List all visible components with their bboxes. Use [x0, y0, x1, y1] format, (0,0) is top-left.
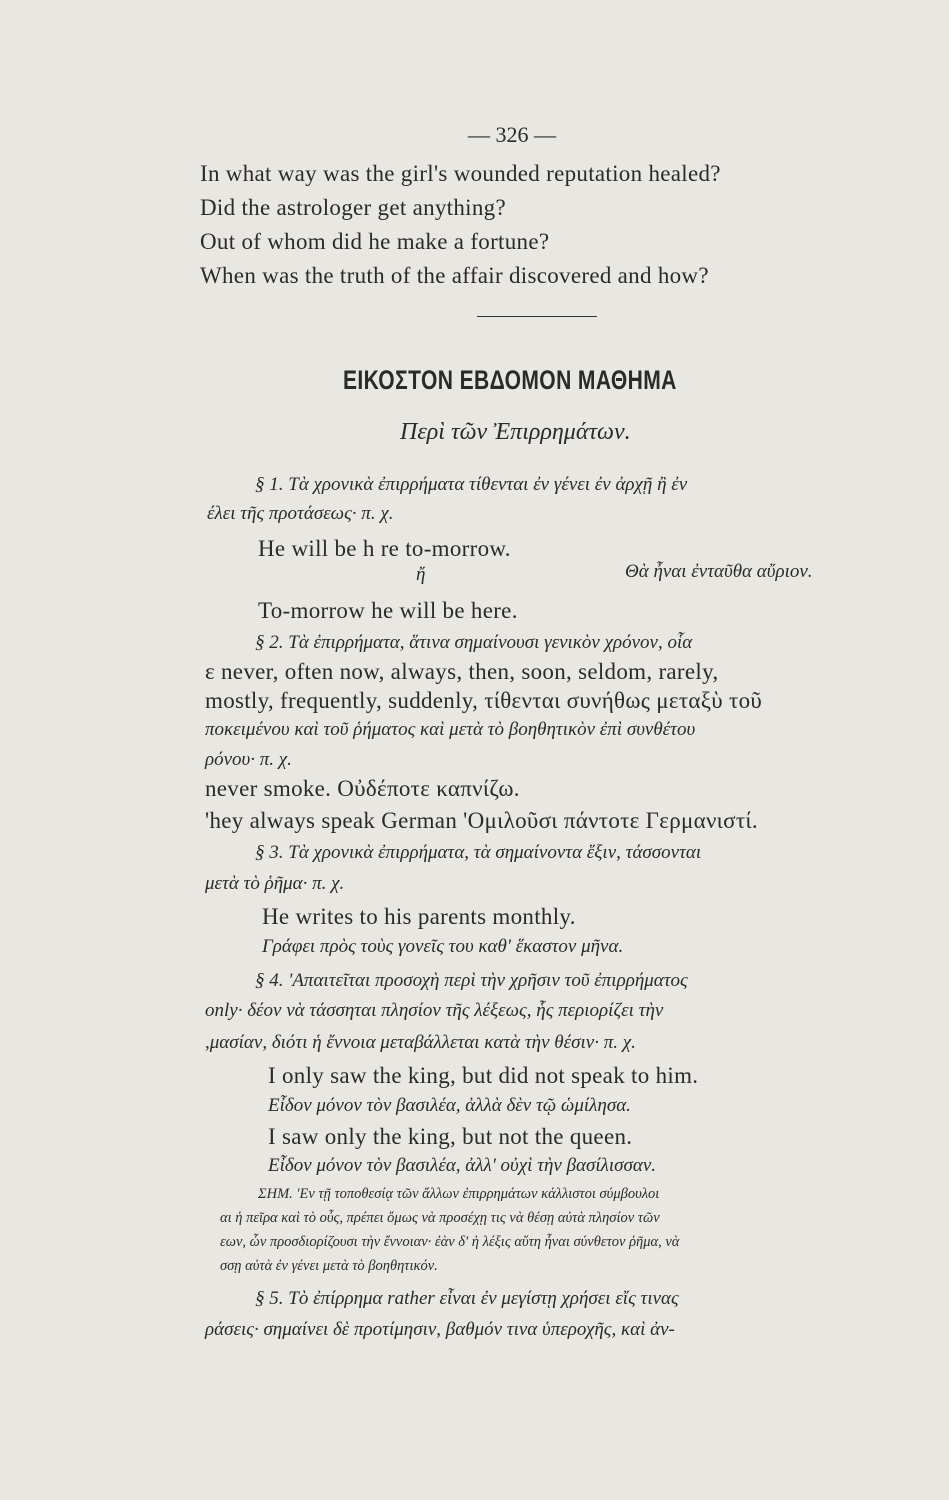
section-divider [477, 316, 597, 317]
text-line: έλει τῆς προτάσεως· π. χ. [207, 503, 394, 524]
text-line: only· δέον νὰ τάσσηται πλησίον τῆς λέξεως, ἧς περιορίζει τὴν [205, 1000, 664, 1021]
text-line: § 5. Τὸ ἐπίρρημα rather εἶναι ἐν μεγίστῃ χρήσει εἴς τινας [255, 1288, 679, 1309]
question-line: Out of whom did he make a fortune? [200, 229, 550, 254]
text-line: He writes to his parents monthly. [262, 904, 576, 929]
text-line: § 2. Τὰ ἐπιρρήματα, ἅτινα σημαίνουσι γενικὸν χρόνον, οἷα [255, 632, 693, 653]
text-line: μετὰ τὸ ῥῆμα· π. χ. [205, 873, 345, 894]
text-line: Θὰ ἦναι ἐνταῦθα αὔριον. [625, 561, 813, 582]
text-line: He will be h re to-morrow. [258, 536, 511, 561]
text-line: never smoke. Οὐδέποτε καπνίζω. [205, 776, 520, 801]
text-line: 'hey always speak German 'Ομιλοῦσι πάντοτε Γερμανιστί. [205, 808, 758, 833]
text-line: ἤ [416, 564, 426, 585]
text-line: § 3. Τὰ χρονικὰ ἐπιρρήματα, τὰ σημαίνοντα ἕξιν, τάσσονται [255, 842, 702, 863]
text-line: To-morrow he will be here. [258, 598, 518, 623]
note-line: αι ἡ πεῖρα καὶ τὸ οὖς, πρέπει ὅμως νὰ προσέχῃ τις νὰ θέσῃ αὐτὰ πλησίον τῶν [220, 1210, 660, 1226]
text-line: ρόνου· π. χ. [205, 749, 292, 770]
text-line: ε never, often now, always, then, soon, seldom, rarely, [205, 659, 719, 684]
text-line: Γράφει πρὸς τοὺς γονεῖς του καθ' ἕκαστον μῆνα. [262, 936, 624, 957]
text-line: Εἶδον μόνον τὸν βασιλέα, ἀλλ' οὐχὶ τὴν βασίλισσαν. [268, 1155, 657, 1176]
lesson-subtitle: Περὶ τῶν Ἐπιρρημάτων. [400, 419, 631, 445]
text-line: ,μασίαν, διότι ἡ ἔννοια μεταβάλλεται κατὰ τὴν θέσιν· π. χ. [205, 1032, 636, 1053]
text-line: I only saw the king, but did not speak to him. [268, 1063, 699, 1088]
text-line: Εἶδον μόνον τὸν βασιλέα, ἀλλὰ δὲν τῷ ὡμίλησα. [268, 1095, 631, 1116]
note-line: σσῃ αὐτὰ ἐν γένει μετὰ τὸ βοηθητικόν. [220, 1258, 438, 1274]
note-line: εων, ὧν προσδιορίζουσι τὴν ἔννοιαν· ἐὰν δ' ἡ λέξις αὕτη ἦναι σύνθετον ῥῆμα, νὰ [220, 1234, 680, 1250]
text-line: § 4. 'Απαιτεῖται προσοχὴ περὶ τὴν χρῆσιν τοῦ ἐπιρρήματος [255, 970, 688, 991]
note-line: ΣΗΜ. 'Εν τῇ τοποθεσίᾳ τῶν ἄλλων ἐπιρρημάτων κάλλιστοι σύμβουλοι [258, 1186, 660, 1202]
question-line: When was the truth of the affair discovered and how? [200, 263, 709, 288]
text-line: mostly, frequently, suddenly, τίθενται συνήθως μεταξὺ τοῦ [205, 688, 763, 713]
question-line: Did the astrologer get anything? [200, 195, 506, 220]
text-line: ράσεις· σημαίνει δὲ προτίμησιν, βαθμόν τινα ὑπεροχῆς, καὶ ἀν- [205, 1319, 675, 1340]
text-line: I saw only the king, but not the queen. [268, 1124, 633, 1149]
text-line: § 1. Τὰ χρονικὰ ἐπιρρήματα τίθενται ἐν γένει ἐν ἀρχῇ ἢ ἐν [255, 474, 688, 495]
question-line: In what way was the girl's wounded reputation healed? [200, 161, 721, 186]
text-line: ποκειμένου καὶ τοῦ ῥήματος καὶ μετὰ τὸ βοηθητικὸν ἐπὶ συνθέτου [205, 719, 696, 740]
page-number: — 326 — [468, 122, 556, 147]
lesson-title: ΕΙΚΟΣΤΟΝ ΕΒΔΟΜΟΝ ΜΑΘΗΜΑ [343, 365, 677, 395]
